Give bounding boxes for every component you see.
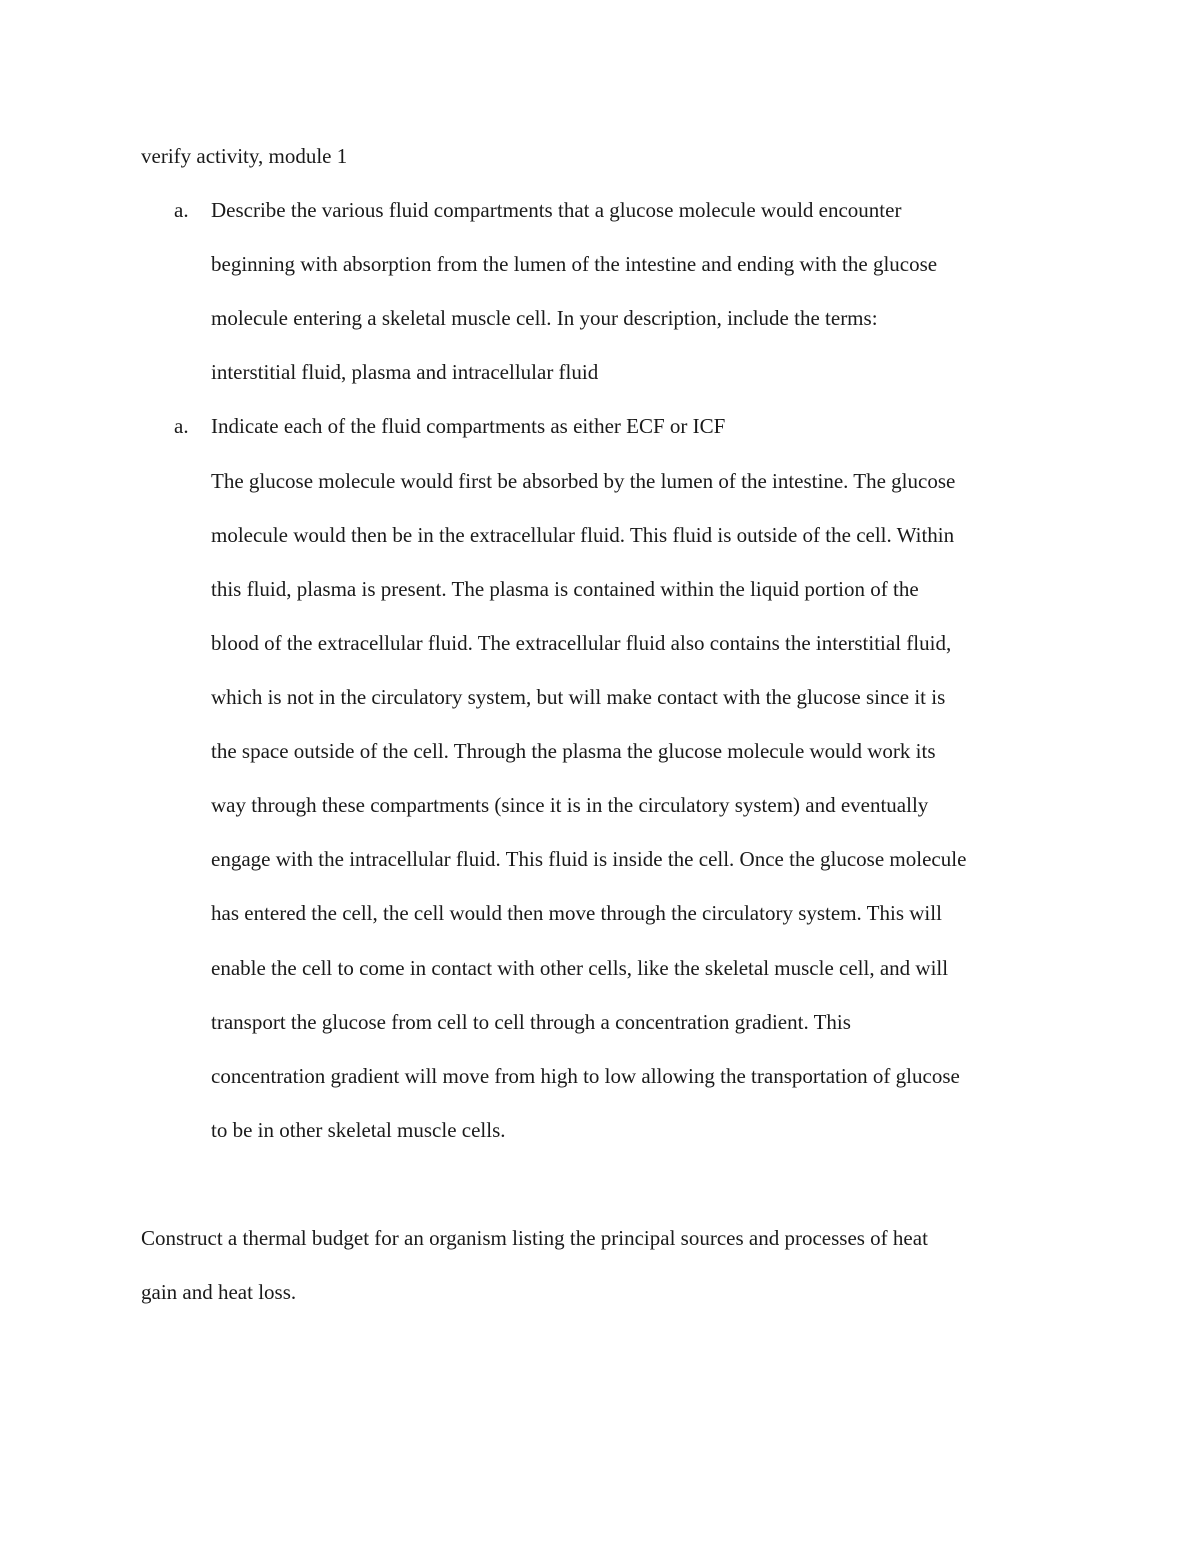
answer-line: transport the glucose from cell to cell through a concentration gradient. This — [211, 1010, 851, 1034]
answer-line: concentration gradient will move from high to low allowing the transportation of glucose — [211, 1064, 960, 1088]
answer-line: The glucose molecule would first be absorbed by the lumen of the intestine. The glucose — [211, 469, 956, 493]
answer-line: enable the cell to come in contact with other cells, like the skeletal muscle cell, and will — [211, 956, 949, 980]
answer-line: this fluid, plasma is present. The plasma is contained within the liquid portion of the — [211, 577, 919, 601]
list-marker: a. — [174, 198, 189, 222]
answer-line: blood of the extracellular fluid. The extracellular fluid also contains the interstitial fluid, — [211, 631, 952, 655]
answer-line: molecule would then be in the extracellular fluid. This fluid is outside of the cell. Within — [211, 523, 955, 547]
closing-prompt-line: gain and heat loss. — [141, 1280, 297, 1304]
answer-line: has entered the cell, the cell would then move through the circulatory system. This will — [211, 901, 942, 925]
closing-prompt-line: Construct a thermal budget for an organism listing the principal sources and processes of heat — [141, 1226, 928, 1250]
answer-line: the space outside of the cell. Through the plasma the glucose molecule would work its — [211, 739, 936, 763]
answer-line: to be in other skeletal muscle cells. — [211, 1118, 506, 1142]
question-a-line-1: Describe the various fluid compartments that a glucose molecule would encounter — [211, 198, 902, 222]
answer-line: engage with the intracellular fluid. This fluid is inside the cell. Once the glucose molecule — [211, 847, 967, 871]
question-a-line-3: molecule entering a skeletal muscle cell. In your description, include the terms: — [211, 306, 878, 330]
answer-line: which is not in the circulatory system, but will make contact with the glucose since it is — [211, 685, 946, 709]
answer-line: way through these compartments (since it is in the circulatory system) and eventually — [211, 793, 929, 817]
document-heading: verify activity, module 1 — [141, 144, 348, 168]
list-marker: a. — [174, 414, 189, 438]
question-b-line-1: Indicate each of the fluid compartments as either ECF or ICF — [211, 414, 726, 438]
question-a-line-4: interstitial fluid, plasma and intracellular fluid — [211, 360, 599, 384]
question-a-line-2: beginning with absorption from the lumen of the intestine and ending with the glucose — [211, 252, 938, 276]
